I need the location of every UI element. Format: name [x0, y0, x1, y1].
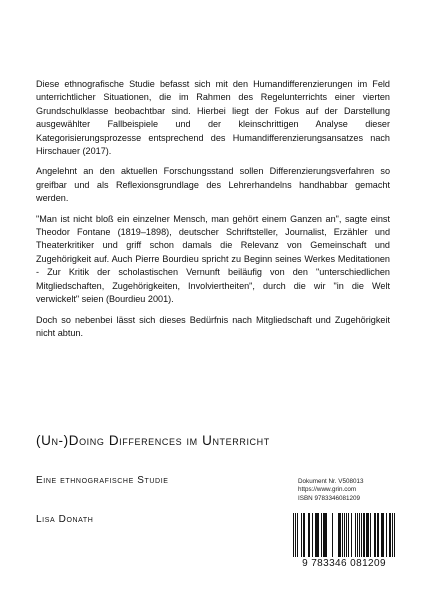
barcode-digits: 9 783346 081209: [302, 558, 386, 569]
publisher-url: https://www.grin.com: [298, 486, 357, 494]
document-number: Dokument Nr. V508013: [298, 478, 364, 485]
isbn-barcode: [293, 513, 395, 569]
barcode-bars: [293, 513, 395, 557]
blurb-paragraph-1: Diese ethnografische Studie befasst sich mit den Humandifferenzierungen im Feld unterrichtlicher Situationen, die im Rahmen des Regelunterrichts einer vierten Grundschulklasse beobachtbar sind. Hierbei liegt der Fokus auf der Darstellung ausgewählter Fallbeispiele und der kleinschrittigen Analyse dieser Kategorisierungsprozesse entsprechend des Humandifferenzierungsansatzes nach Hirschauer (2017).: [36, 79, 390, 157]
document-info: [298, 478, 363, 503]
blurb-text: [36, 78, 390, 347]
blurb-paragraph-4: Doch so nebenbei lässt sich dieses Bedürfnis nach Mitgliedschaft und Zugehörigkeit nicht abtun.: [36, 314, 390, 338]
book-title: (Un-)Doing Differences im Unterricht: [36, 433, 270, 448]
isbn-text: ISBN 9783346081209: [298, 494, 360, 502]
book-author: Lisa Donath: [36, 514, 94, 525]
blurb-paragraph-3: "Man ist nicht bloß ein einzelner Mensch, man gehört einem Ganzen an", sagte einst Theodor Fontane (1819–1898), deutscher Schriftsteller, Journalist, Erzähler und Theaterkritiker und griff schon damals die Relevanz von Gemeinschaft und Zugehörigkeit auf. Auch Pierre Bourdieu spricht zu Beginn seines Werkes Meditationen - Zur Kritik der scholastischen Vernunft beiläufig von den "unterschiedlichen Mitgliedschaften, Zugehörigkeiten, Involviertheiten", durch die wir "in die Welt verwickelt" seien (Bourdieu 2001).: [36, 213, 390, 305]
blurb-paragraph-2: Angelehnt an den aktuellen Forschungsstand sollen Differenzierungsverfahren so greifbar und als Reflexionsgrundlage des Lehrerhandelns handhabbar gemacht werden.: [36, 166, 390, 204]
book-subtitle: Eine ethnografische Studie: [36, 475, 169, 486]
